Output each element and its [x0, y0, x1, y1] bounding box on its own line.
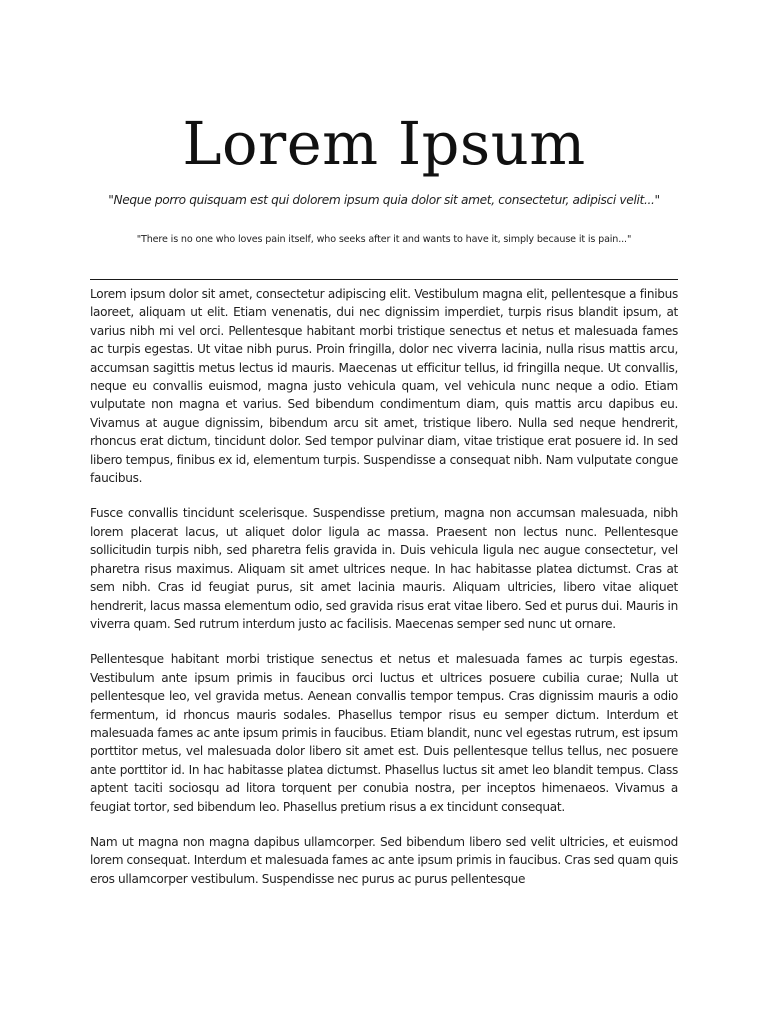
paragraph: Lorem ipsum dolor sit amet, consectetur adipiscing elit. Vestibulum magna elit, pellentesque a finibus laoreet, aliquam ut elit. Etiam venenatis, dui nec dignissim imperdiet, turpis risus blandit ipsum, at varius nibh mi vel orci. Pellentesque habitant morbi tristique senectus et netus et malesuada fames ac turpis egestas. Ut vitae nibh purus. Proin fringilla, dolor nec viverra lacinia, nulla risus mattis arcu, accumsan sagittis metus lectus id mauris. Maecenas ut efficitur tellus, id fringilla neque. Ut convallis, neque eu convallis euismod, magna justo vehicula quam, vel vehicula nunc neque a odio. Etiam vulputate non magna et varius. Sed bibendum condimentum diam, quis mattis arcu dapibus eu. Vivamus at augue dignissim, bibendum arcu sit amet, tristique libero. Nulla sed neque hendrerit, rhoncus erat dictum, tincidunt dolor. Sed tempor pulvinar diam, vitae tristique erat posuere id. In sed libero tempus, finibus ex id, elementum turpis. Suspendisse a consequat nibh. Nam vulputate congue faucibus.	[90, 287, 678, 486]
latin-quote: "Neque porro quisquam est qui dolorem ipsum quia dolor sit amet, consectetur, adipisci velit..."	[108, 193, 660, 207]
english-quote: "There is no one who loves pain itself, who seeks after it and wants to have it, simply because it is pain..."	[136, 234, 632, 245]
paragraph: Nam ut magna non magna dapibus ullamcorper. Sed bibendum libero sed velit ultricies, et euismod lorem consequat. Interdum et malesuada fames ac ante ipsum primis in faucibus. Cras sed quam quis eros ullamcorper vestibulum. Suspendisse nec purus ac purus pellentesque	[90, 834, 678, 886]
paragraph: Fusce convallis tincidunt scelerisque. Suspendisse pretium, magna non accumsan malesuada, nibh lorem placerat lacus, ut aliquet dolor ligula ac massa. Praesent non lectus nunc. Pellentesque sollicitudin turpis nibh, sed pharetra felis gravida in. Duis vehicula ligula nec augue consectetur, vel pharetra risus maximus. Aliquam sit amet ultrices neque. In hac habitasse platea dictumst. Cras at sem nibh. Cras id feugiat purus, sit amet lacinia mauris. Aliquam ultricies, libero vitae aliquet hendrerit, lacus massa elementum odio, sed gravida risus erat vitae libero. Sed et purus dui. Mauris in viverra quam. Sed rutrum interdum justo ac facilisis. Maecenas semper sed nunc ut ornare.	[90, 506, 678, 631]
document-title: Lorem Ipsum	[182, 109, 586, 178]
body-text	[90, 285, 678, 905]
paragraph: Pellentesque habitant morbi tristique senectus et netus et malesuada fames ac turpis egestas. Vestibulum ante ipsum primis in faucibus orci luctus et ultrices posuere cubilia curae; Nulla ut pellentesque leo, vel gravida metus. Aenean convallis tempor tempus. Cras dignissim mauris a odio fermentum, id rhoncus mauris sodales. Phasellus tempor risus eu semper dictum. Interdum et malesuada fames ac ante ipsum primis in faucibus. Etiam blandit, nunc vel egestas rutrum, est ipsum porttitor metus, vel malesuada dolor libero sit amet est. Duis pellentesque tellus tellus, nec posuere ante porttitor id. In hac habitasse platea dictumst. Phasellus luctus sit amet leo blandit tempus. Class aptent taciti sociosqu ad litora torquent per conubia nostra, per inceptos himenaeos. Vivamus a feugiat tortor, sed bibendum leo. Phasellus pretium risus a ex tincidunt consequat.	[90, 652, 678, 814]
divider-rule	[90, 279, 678, 280]
